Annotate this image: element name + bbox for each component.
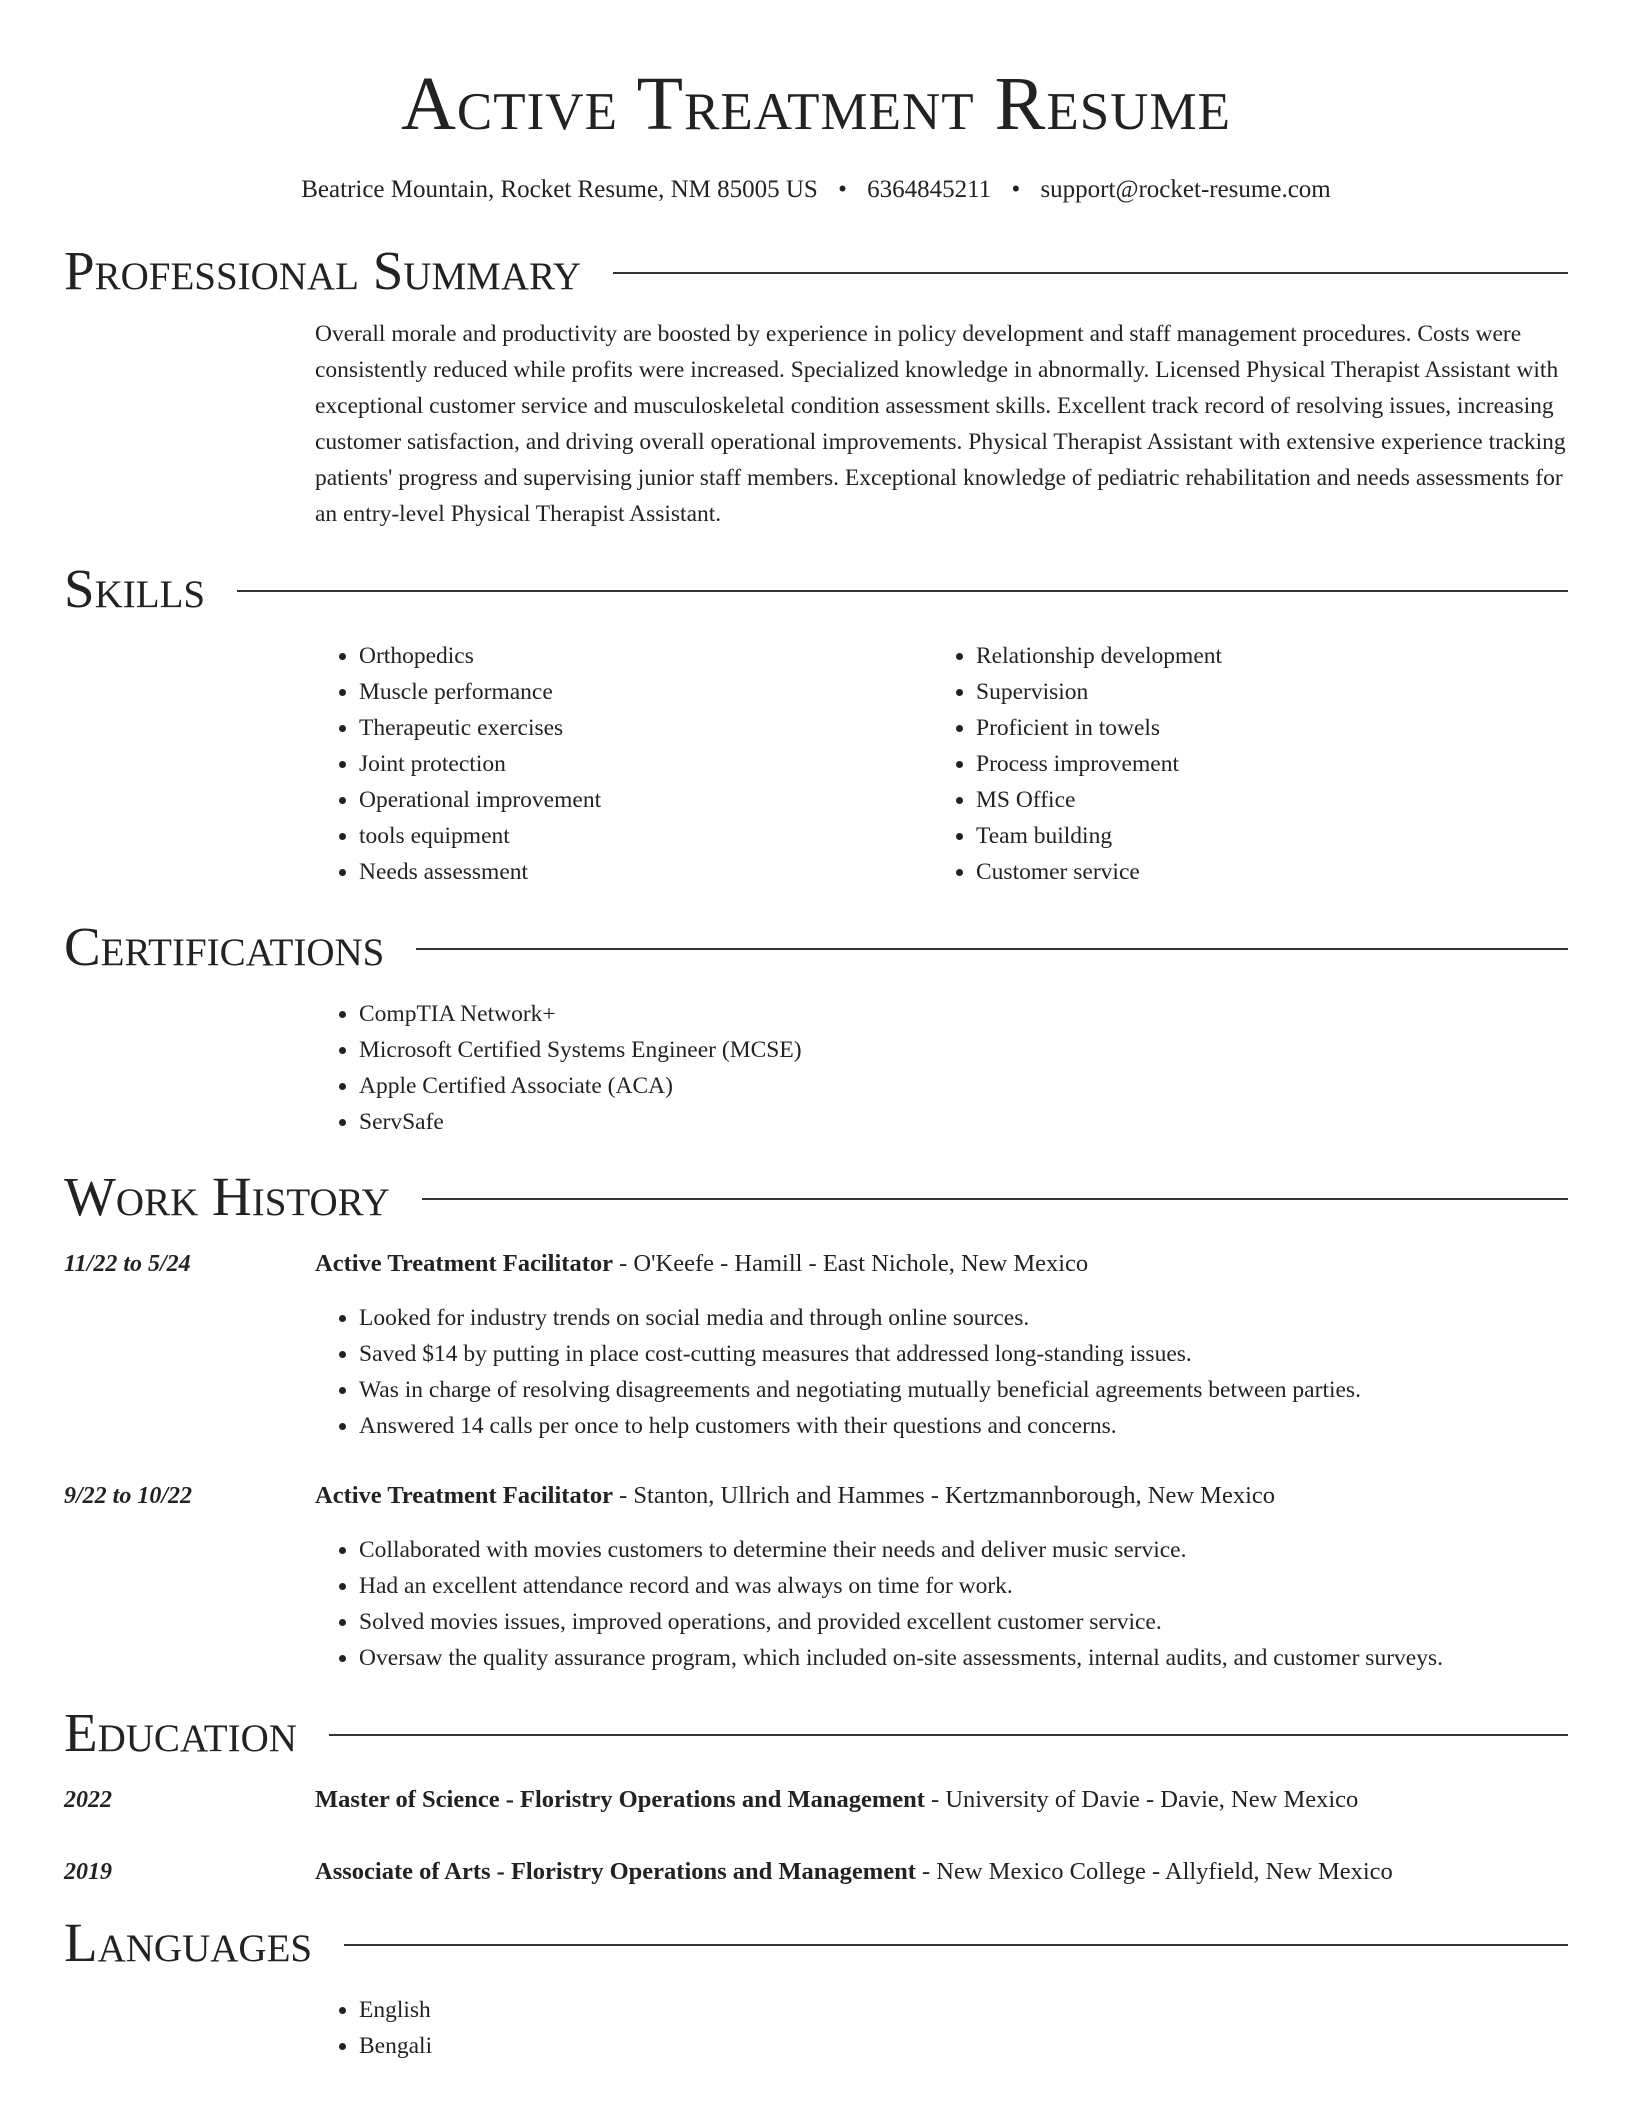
skill-item: • Supervision bbox=[976, 674, 1549, 710]
job-company: - O'Keefe - Hamill - East Nichole, New Mexico bbox=[612, 1250, 1089, 1277]
skill-item: • MS Office bbox=[976, 782, 1549, 818]
skill-item: • Joint protection bbox=[359, 746, 932, 782]
certification-item: • Microsoft Certified Systems Engineer (MCSE) bbox=[359, 1032, 1568, 1068]
skill-item: • Relationship development bbox=[976, 638, 1549, 674]
language-item: • English bbox=[359, 1992, 1568, 2028]
job-header bbox=[64, 1478, 1568, 1514]
contact-separator: • bbox=[1011, 176, 1021, 203]
education-degree: Master of Science - Floristry Operations and Management bbox=[315, 1786, 925, 1813]
section-divider bbox=[613, 272, 1568, 274]
job-bullet: • Was in charge of resolving disagreements and negotiating mutually beneficial agreements between parties. bbox=[359, 1372, 1568, 1408]
resume-page bbox=[64, 0, 1568, 2064]
resume-title: Active Treatment Resume bbox=[401, 62, 1231, 146]
skill-item: • Orthopedics bbox=[359, 638, 932, 674]
education-school: - University of Davie - Davie, New Mexico bbox=[924, 1786, 1359, 1813]
job-company: - Stanton, Ullrich and Hammes - Kertzmannborough, New Mexico bbox=[612, 1482, 1275, 1509]
section-divider bbox=[344, 1944, 1568, 1946]
education-entry bbox=[64, 1854, 1568, 1890]
certification-item: • ServSafe bbox=[359, 1104, 1568, 1140]
contact-separator: • bbox=[838, 176, 847, 203]
section-divider bbox=[237, 590, 1568, 592]
summary-heading: Professional Summary bbox=[64, 240, 582, 301]
skill-item: • Therapeutic exercises bbox=[359, 710, 932, 746]
summary-section-header bbox=[64, 240, 1568, 302]
certification-item: • Apple Certified Associate (ACA) bbox=[359, 1068, 1568, 1104]
job-line bbox=[315, 1246, 1088, 1282]
languages-heading: Languages bbox=[64, 1912, 313, 1973]
certification-item: • CompTIA Network+ bbox=[359, 996, 1568, 1032]
contact-address: Beatrice Mountain, Rocket Resume, NM 85005 US bbox=[301, 176, 818, 203]
job-bullet: • Had an excellent attendance record and was always on time for work. bbox=[359, 1568, 1568, 1604]
languages-body bbox=[315, 1992, 1568, 2064]
education-line bbox=[315, 1782, 1358, 1818]
work-section-header bbox=[64, 1166, 1568, 1228]
job-date: 11/22 to 5/24 bbox=[64, 1251, 191, 1277]
job-line bbox=[315, 1478, 1275, 1514]
skill-item: • Operational improvement bbox=[359, 782, 932, 818]
skill-item: • Team building bbox=[976, 818, 1549, 854]
section-divider bbox=[416, 948, 1568, 950]
skill-item: • Proficient in towels bbox=[976, 710, 1549, 746]
education-date: 2022 bbox=[64, 1787, 112, 1813]
language-item: • Bengali bbox=[359, 2028, 1568, 2064]
contact-phone: 6364845211 bbox=[867, 176, 992, 203]
job-title: Active Treatment Facilitator bbox=[315, 1250, 613, 1277]
work-heading: Work History bbox=[64, 1166, 390, 1227]
skills-list-right bbox=[932, 638, 1549, 890]
job-bullet: • Collaborated with movies customers to determine their needs and deliver music service. bbox=[359, 1532, 1568, 1568]
job-entry bbox=[64, 1246, 1568, 1444]
job-entry bbox=[64, 1478, 1568, 1676]
certifications-section-header bbox=[64, 916, 1568, 978]
certifications-heading: Certifications bbox=[64, 916, 385, 977]
education-entry bbox=[64, 1782, 1568, 1818]
skill-item: • Muscle performance bbox=[359, 674, 932, 710]
languages-section-header bbox=[64, 1912, 1568, 1974]
job-date: 9/22 to 10/22 bbox=[64, 1483, 193, 1509]
contact-line bbox=[64, 174, 1568, 206]
job-bullets bbox=[315, 1532, 1568, 1676]
education-school: - New Mexico College - Allyfield, New Mexico bbox=[915, 1858, 1393, 1885]
certifications-body bbox=[315, 996, 1568, 1140]
education-date: 2019 bbox=[64, 1859, 112, 1885]
section-divider bbox=[329, 1734, 1568, 1736]
skills-grid bbox=[315, 638, 1568, 890]
job-bullet: • Answered 14 calls per once to help customers with their questions and concerns. bbox=[359, 1408, 1568, 1444]
education-section-header bbox=[64, 1702, 1568, 1764]
job-header bbox=[64, 1246, 1568, 1282]
job-bullet: • Saved $14 by putting in place cost-cutting measures that addressed long-standing issues. bbox=[359, 1336, 1568, 1372]
education-line bbox=[315, 1854, 1393, 1890]
skill-item: • Process improvement bbox=[976, 746, 1549, 782]
skills-list-left bbox=[315, 638, 932, 890]
skill-item: • Needs assessment bbox=[359, 854, 932, 890]
languages-list bbox=[315, 1992, 1568, 2064]
job-bullet-list bbox=[315, 1300, 1568, 1444]
job-bullet: • Looked for industry trends on social media and through online sources. bbox=[359, 1300, 1568, 1336]
skill-item: • tools equipment bbox=[359, 818, 932, 854]
job-title: Active Treatment Facilitator bbox=[315, 1482, 613, 1509]
job-bullet-list bbox=[315, 1532, 1568, 1676]
summary-body bbox=[315, 316, 1568, 532]
job-bullets bbox=[315, 1300, 1568, 1444]
job-bullet: • Oversaw the quality assurance program, which included on-site assessments, internal audits, and customer surveys. bbox=[359, 1640, 1568, 1676]
skills-heading: Skills bbox=[64, 558, 206, 619]
skills-section-header bbox=[64, 558, 1568, 620]
skill-item: • Customer service bbox=[976, 854, 1549, 890]
section-divider bbox=[422, 1198, 1568, 1200]
certifications-list bbox=[315, 996, 1568, 1140]
summary-text: Overall morale and productivity are boosted by experience in policy development and staff management procedures. Costs were consistently reduced while profits were increased. Specialized knowledge in abnormally. Licensed Physical Therapist Assistant with exceptional customer service and musculoskeletal condition assessment skills. Excellent track record of resolving issues, increasing customer satisfaction, and driving overall operational improvements. Physical Therapist Assistant with extensive experience tracking patients' progress and supervising junior staff members. Exceptional knowledge of pediatric rehabilitation and needs assessments for an entry-level Physical Therapist Assistant. bbox=[315, 321, 1566, 527]
job-bullet: • Solved movies issues, improved operations, and provided excellent customer service. bbox=[359, 1604, 1568, 1640]
education-heading: Education bbox=[64, 1702, 297, 1763]
education-degree: Associate of Arts - Floristry Operations and Management bbox=[315, 1858, 916, 1885]
contact-email: support@rocket-resume.com bbox=[1040, 176, 1331, 203]
